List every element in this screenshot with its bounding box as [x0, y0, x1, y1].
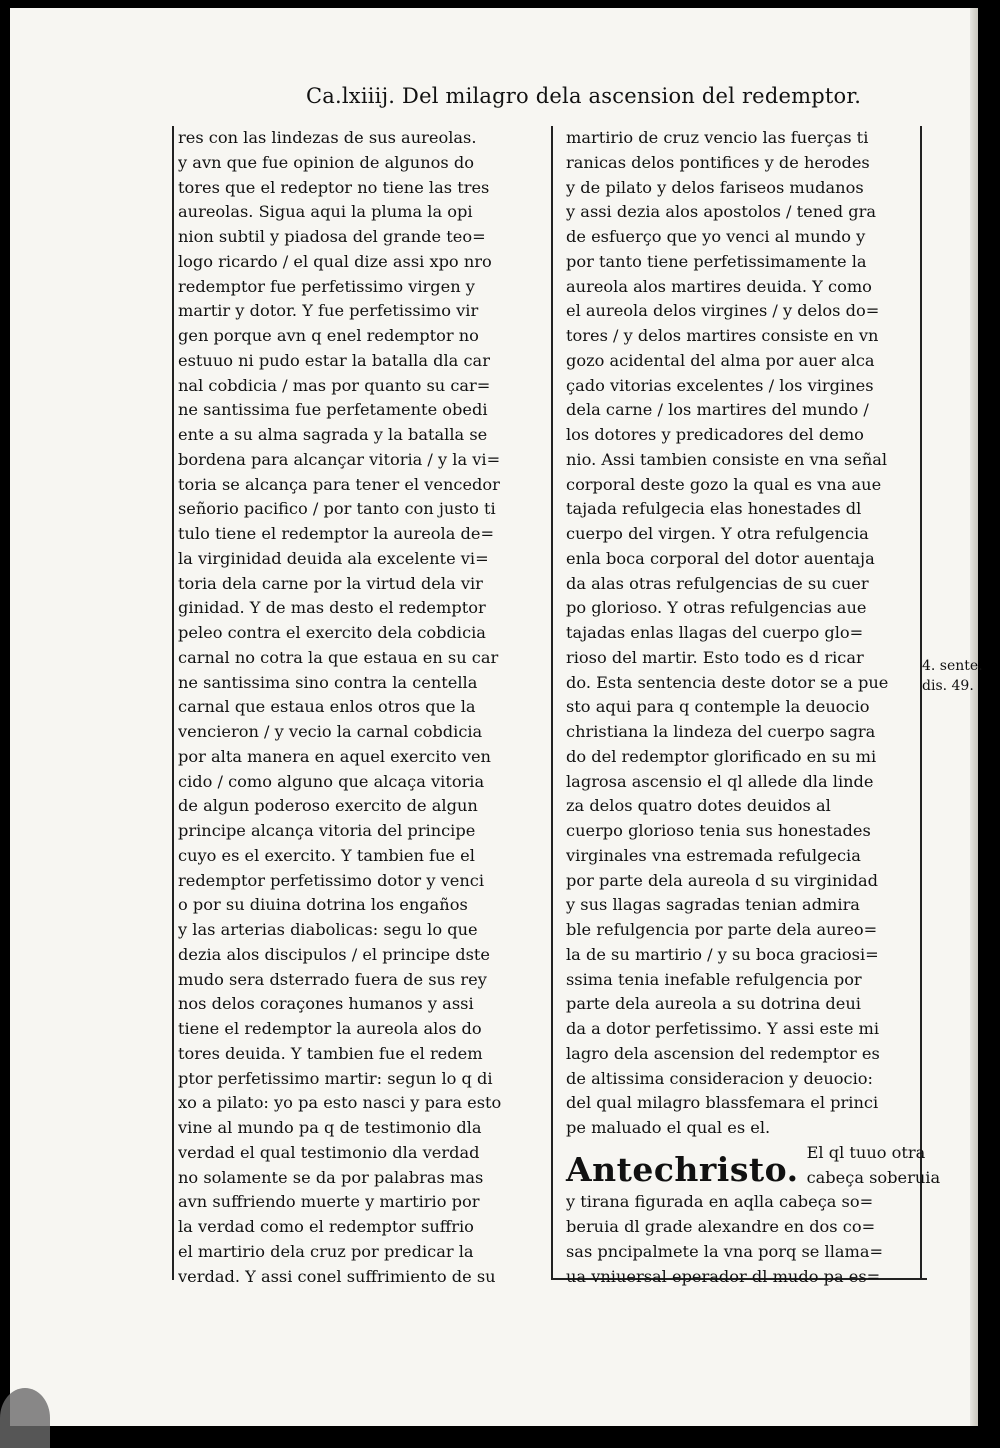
text-line: ne santissima sino contra la centella	[178, 672, 478, 692]
text-line: redemptor perfetissimo dotor y venci	[178, 870, 484, 890]
text-line: toria dela carne por la virtud dela vir	[178, 573, 483, 593]
text-line: 4. sente.	[922, 658, 983, 674]
text-line: tajada refulgecia elas honestades dl	[566, 499, 862, 519]
text-line: enla boca corporal del dotor auentaja	[566, 548, 875, 568]
text-line: tores que el redeptor no tiene las tres	[178, 177, 490, 197]
text-line: ente a su alma sagrada y la batalla se	[178, 425, 488, 444]
text-line: carnal no cotra la que estaua en su car	[178, 647, 499, 667]
text-line: y avn que fue opinion de algunos do	[178, 152, 474, 172]
text-line: y tirana figurada en aqlla cabeça so=	[566, 1192, 874, 1212]
text-line: estuuo ni pudo estar la batalla dla car	[178, 350, 490, 370]
text-line: da alas otras refulgencias de su cuer	[566, 573, 869, 593]
right-column-lines	[566, 126, 920, 1141]
text-line: sas pncipalmete la vna porq se llama=	[566, 1241, 884, 1261]
text-line: ginidad. Y de mas desto el redemptor	[178, 598, 486, 618]
text-line: martirio de cruz vencio las fuerças ti	[566, 128, 869, 147]
text-line: nal cobdicia / mas por quanto su car=	[178, 375, 491, 395]
text-line: y de pilato y delos fariseos mudanos	[566, 177, 864, 197]
text-line: aureola alos martires deuida. Y como	[566, 276, 872, 296]
text-line: da a dotor perfetissimo. Y assi este mi	[566, 1019, 880, 1038]
after-heading-lines	[807, 1141, 941, 1191]
thumb-shadow	[0, 1388, 50, 1448]
text-line: cuerpo del virgen. Y otra refulgencia	[566, 524, 869, 543]
text-line: cabeça soberuia	[806, 1167, 941, 1187]
right-column-rule	[920, 126, 922, 1280]
text-line: señorio pacifico / por tanto con justo ti	[178, 499, 496, 519]
text-line: cuerpo glorioso tenia sus honestades	[566, 821, 871, 840]
text-line: tajadas enlas llagas del cuerpo glo=	[566, 623, 864, 642]
text-line: bordena para alcançar vitoria / y la vi=	[178, 449, 501, 469]
text-line: christiana la lindeza del cuerpo sagra	[566, 722, 876, 741]
text-line: tiene el redemptor la aureola alos do	[178, 1019, 482, 1038]
text-line: de esfuerço que yo venci al mundo y	[566, 227, 866, 246]
text-line: verdad. Y assi conel suffrimiento de su	[178, 1266, 496, 1286]
text-line: ua vniuersal eperador dl mudo pa es=	[566, 1266, 881, 1286]
text-line: dis. 49.	[922, 678, 974, 694]
closing-lines	[566, 1190, 920, 1289]
text-line: ne santissima fue perfetamente obedi	[178, 400, 488, 420]
text-line: principe alcança vitoria del principe	[178, 821, 476, 840]
text-line: de algun poderoso exercito de algun	[178, 796, 478, 816]
text-line: corporal deste gozo la qual es vna aue	[566, 474, 882, 494]
text-line: gozo acidental del alma por auer alca	[566, 350, 875, 370]
text-line: o por su diuina dotrina los engaños	[178, 895, 468, 915]
text-line: del qual milagro blassfemara el princi	[566, 1093, 879, 1113]
text-line: tores / y delos martires consiste en vn	[566, 326, 879, 345]
text-line: tores deuida. Y tambien fue el redem	[178, 1043, 483, 1063]
text-line: lagro dela ascension del redemptor es	[566, 1043, 880, 1063]
text-line: sto aqui para q contemple la deuocio	[566, 697, 870, 717]
text-line: gen porque avn q enel redemptor no	[178, 326, 479, 345]
text-line: y sus llagas sagradas tenian admira	[566, 895, 860, 915]
text-line: toria se alcança para tener el vencedor	[178, 474, 500, 494]
text-line: çado vitorias excelentes / los virgines	[566, 375, 874, 395]
text-line: cido / como alguno que alcaça vitoria	[178, 771, 485, 791]
text-line: dela carne / los martires del mundo /	[566, 400, 869, 420]
text-line: por parte dela aureola d su virginidad	[566, 870, 878, 890]
antichrist-heading-block	[566, 1141, 941, 1191]
text-line: y las arterias diabolicas: segu lo que	[178, 920, 478, 939]
text-line: lagrosa ascensio el ql allede dla linde	[566, 771, 874, 791]
text-line: po glorioso. Y otras refulgencias aue	[566, 598, 867, 618]
text-line: za delos quatro dotes deuidos al	[566, 796, 831, 816]
text-line: virginales vna estremada refulgecia	[566, 845, 861, 865]
text-line: no solamente se da por palabras mas	[178, 1167, 484, 1187]
text-line: vencieron / y vecio la carnal cobdicia	[178, 722, 483, 741]
text-line: el martirio dela cruz por predicar la	[178, 1241, 474, 1261]
text-line: redemptor fue perfetissimo virgen y	[178, 276, 475, 296]
text-line: do. Esta sentencia deste dotor se a pue	[566, 672, 889, 692]
text-line: rioso del martir. Esto todo es d ricar	[566, 647, 864, 667]
text-line: cuyo es el exercito. Y tambien fue el	[178, 845, 475, 865]
margin-note	[922, 656, 988, 696]
text-line: de altissima consideracion y deuocio:	[566, 1068, 873, 1088]
text-line: vine al mundo pa q de testimonio dla	[178, 1118, 482, 1137]
text-line: y assi dezia alos apostolos / tened gra	[566, 202, 876, 222]
text-line: la virginidad deuida ala excelente vi=	[178, 548, 489, 568]
running-header: Ca.lxiiij. Del milagro dela ascension del redemptor.	[306, 84, 862, 108]
text-line: logo ricardo / el qual dize assi xpo nro	[178, 251, 492, 271]
text-line: nos delos coraçones humanos y assi	[178, 994, 474, 1014]
text-line: los dotores y predicadores del demo	[566, 425, 864, 444]
left-column-rule	[172, 126, 174, 1280]
book-page	[10, 8, 983, 1426]
text-line: ble refulgencia por parte dela aureo=	[566, 920, 878, 939]
text-line: por alta manera en aquel exercito ven	[178, 746, 491, 766]
text-line: la de su martirio / y su boca graciosi=	[566, 944, 879, 964]
text-line: parte dela aureola a su dotrina deui	[566, 994, 861, 1014]
center-column-rule	[551, 126, 553, 1280]
text-line: avn suffriendo muerte y martirio por	[178, 1192, 480, 1212]
text-line: el aureola delos virgines / y delos do=	[566, 301, 880, 321]
text-line: res con las lindezas de sus aureolas.	[178, 128, 477, 147]
text-line: peleo contra el exercito dela cobdicia	[178, 623, 486, 642]
text-line: martir y dotor. Y fue perfetissimo vir	[178, 301, 479, 321]
text-line: mudo sera dsterrado fuera de sus rey	[178, 969, 487, 989]
text-line: la verdad como el redemptor suffrio	[178, 1217, 474, 1236]
text-line: por tanto tiene perfetissimamente la	[566, 251, 867, 271]
left-text-column	[178, 126, 548, 1289]
text-line: carnal que estaua enlos otros que la	[178, 697, 476, 717]
text-line: verdad el qual testimonio dla verdad	[178, 1142, 480, 1162]
text-line: tulo tiene el redemptor la aureola de=	[178, 524, 495, 543]
text-line: do del redemptor glorificado en su mi	[566, 746, 877, 766]
text-line: nio. Assi tambien consiste en vna señal	[566, 449, 888, 469]
text-line: El ql tuuo otra	[806, 1142, 926, 1162]
right-text-column	[566, 126, 941, 1289]
text-line: xo a pilato: yo pa esto nasci y para esto	[178, 1093, 502, 1113]
text-line: aureolas. Sigua aqui la pluma la opi	[178, 202, 473, 222]
text-line: ptor perfetissimo martir: segun lo q di	[178, 1068, 493, 1088]
text-line: nion subtil y piadosa del grande teo=	[178, 227, 486, 246]
page-edge	[970, 8, 978, 1426]
antichrist-heading: Antechristo.	[566, 1150, 799, 1190]
text-line: beruia dl grade alexandre en dos co=	[566, 1217, 876, 1236]
text-line: dezia alos discipulos / el principe dste	[178, 944, 491, 964]
text-line: ranicas delos pontifices y de herodes	[566, 152, 870, 172]
text-line: ssima tenia inefable refulgencia por	[566, 969, 862, 989]
text-line: pe maluado el qual es el.	[566, 1118, 771, 1137]
